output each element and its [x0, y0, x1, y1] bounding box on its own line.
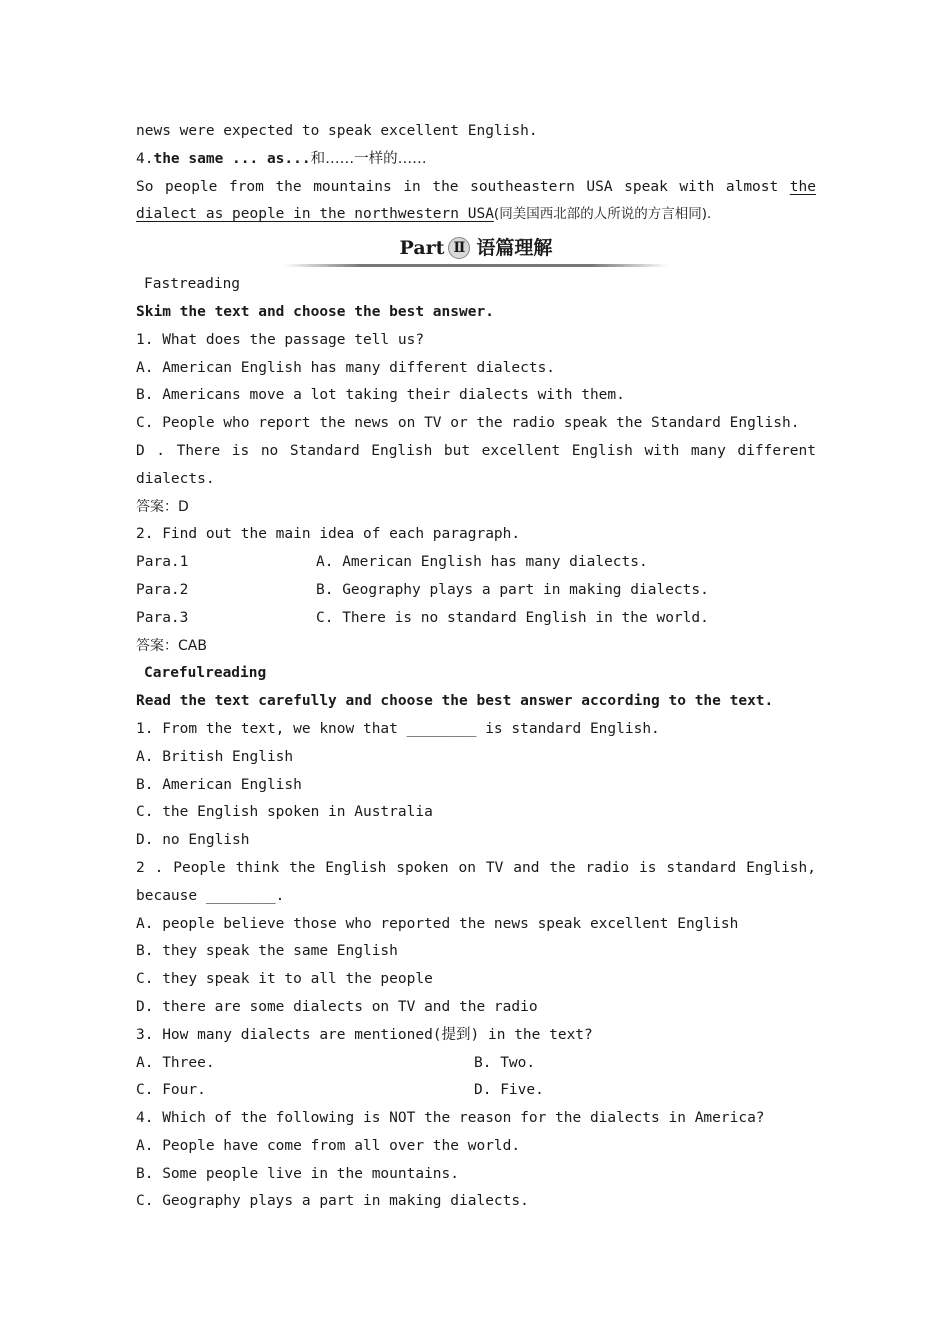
main-idea: C. There is no standard English in the world. — [316, 609, 709, 626]
option: B. Americans move a lot taking their dialects with them. — [136, 387, 625, 404]
option: D . There is no Standard English but excellent English with many different — [136, 442, 816, 459]
option: C. the English spoken in Australia — [136, 804, 433, 821]
main-idea: A. American English has many dialects. — [316, 554, 648, 571]
example-text: So people from the mountains in the southeastern USA speak with almost — [136, 178, 790, 195]
option-row — [136, 1077, 816, 1105]
option: A. British English — [136, 748, 294, 765]
question: 3. How many dialects are mentioned(提到) in the text? — [136, 1026, 593, 1043]
item-number: 4. — [136, 150, 154, 167]
header-divider — [284, 264, 668, 267]
vocab-item-4 — [136, 146, 816, 174]
option: C. People who report the news on TV or the radio speak the Standard English. — [136, 415, 800, 432]
option-continued: dialects. — [136, 470, 215, 487]
document-page — [136, 118, 816, 1216]
example-sentence-line1 — [136, 174, 816, 202]
question-continued: because ________. — [136, 887, 285, 904]
part-label: Part — [399, 237, 445, 260]
example-translation: (同美国西北部的人所说的方言相同). — [493, 206, 712, 223]
option: C. Geography plays a part in making dialects. — [136, 1193, 529, 1210]
paragraph-label: Para.1 — [136, 554, 189, 571]
phrase: the same ... as... — [153, 150, 311, 167]
option: A. American English has many different dialects. — [136, 359, 556, 376]
fast-reading-heading: Fastreading — [144, 276, 241, 293]
section-title — [136, 233, 816, 262]
careful-reading-instruction: Read the text carefully and choose the best answer according to the text. — [136, 693, 774, 710]
option: B. Two. — [474, 1054, 536, 1071]
question: 1. From the text, we know that ________ is standard English. — [136, 720, 660, 737]
part-number-badge: Ⅱ — [448, 237, 470, 259]
option: D. there are some dialects on TV and the radio — [136, 998, 538, 1015]
section-title-cn: 语篇理解 — [476, 237, 553, 260]
matching-row — [136, 577, 816, 605]
option: A. Three. — [136, 1054, 215, 1071]
matching-row — [136, 605, 816, 633]
question: 2 . People think the English spoken on TV and the radio is standard English, — [136, 859, 816, 876]
answer: 答案：D — [136, 498, 189, 515]
option-row — [136, 1050, 816, 1078]
paragraph-label: Para.2 — [136, 581, 189, 598]
section-header — [136, 231, 816, 271]
option: B. they speak the same English — [136, 943, 398, 960]
question: 2. Find out the main idea of each paragraph. — [136, 526, 521, 543]
option: B. American English — [136, 776, 302, 793]
answer: 答案：CAB — [136, 637, 207, 654]
matching-row — [136, 549, 816, 577]
fast-reading-instruction: Skim the text and choose the best answer. — [136, 303, 494, 320]
main-idea: B. Geography plays a part in making dialects. — [316, 581, 709, 598]
option: C. Four. — [136, 1082, 206, 1099]
option: B. Some people live in the mountains. — [136, 1165, 460, 1182]
question: 1. What does the passage tell us? — [136, 331, 425, 348]
option: A. people believe those who reported the news speak excellent English — [136, 915, 739, 932]
option: D. no English — [136, 832, 250, 849]
careful-reading-heading: Carefulreading — [144, 665, 267, 682]
option: D. Five. — [474, 1082, 544, 1099]
example-underlined: dialect as people in the northwestern USA — [136, 206, 494, 223]
option: A. People have come from all over the world. — [136, 1137, 521, 1154]
example-sentence-line2 — [136, 201, 816, 229]
phrase-translation: 和……一样的…… — [310, 150, 427, 167]
example-underlined: the — [789, 178, 816, 195]
option: C. they speak it to all the people — [136, 971, 433, 988]
paragraph-label: Para.3 — [136, 609, 189, 626]
body-text: news were expected to speak excellent English. — [136, 123, 538, 139]
question: 4. Which of the following is NOT the reason for the dialects in America? — [136, 1110, 765, 1127]
